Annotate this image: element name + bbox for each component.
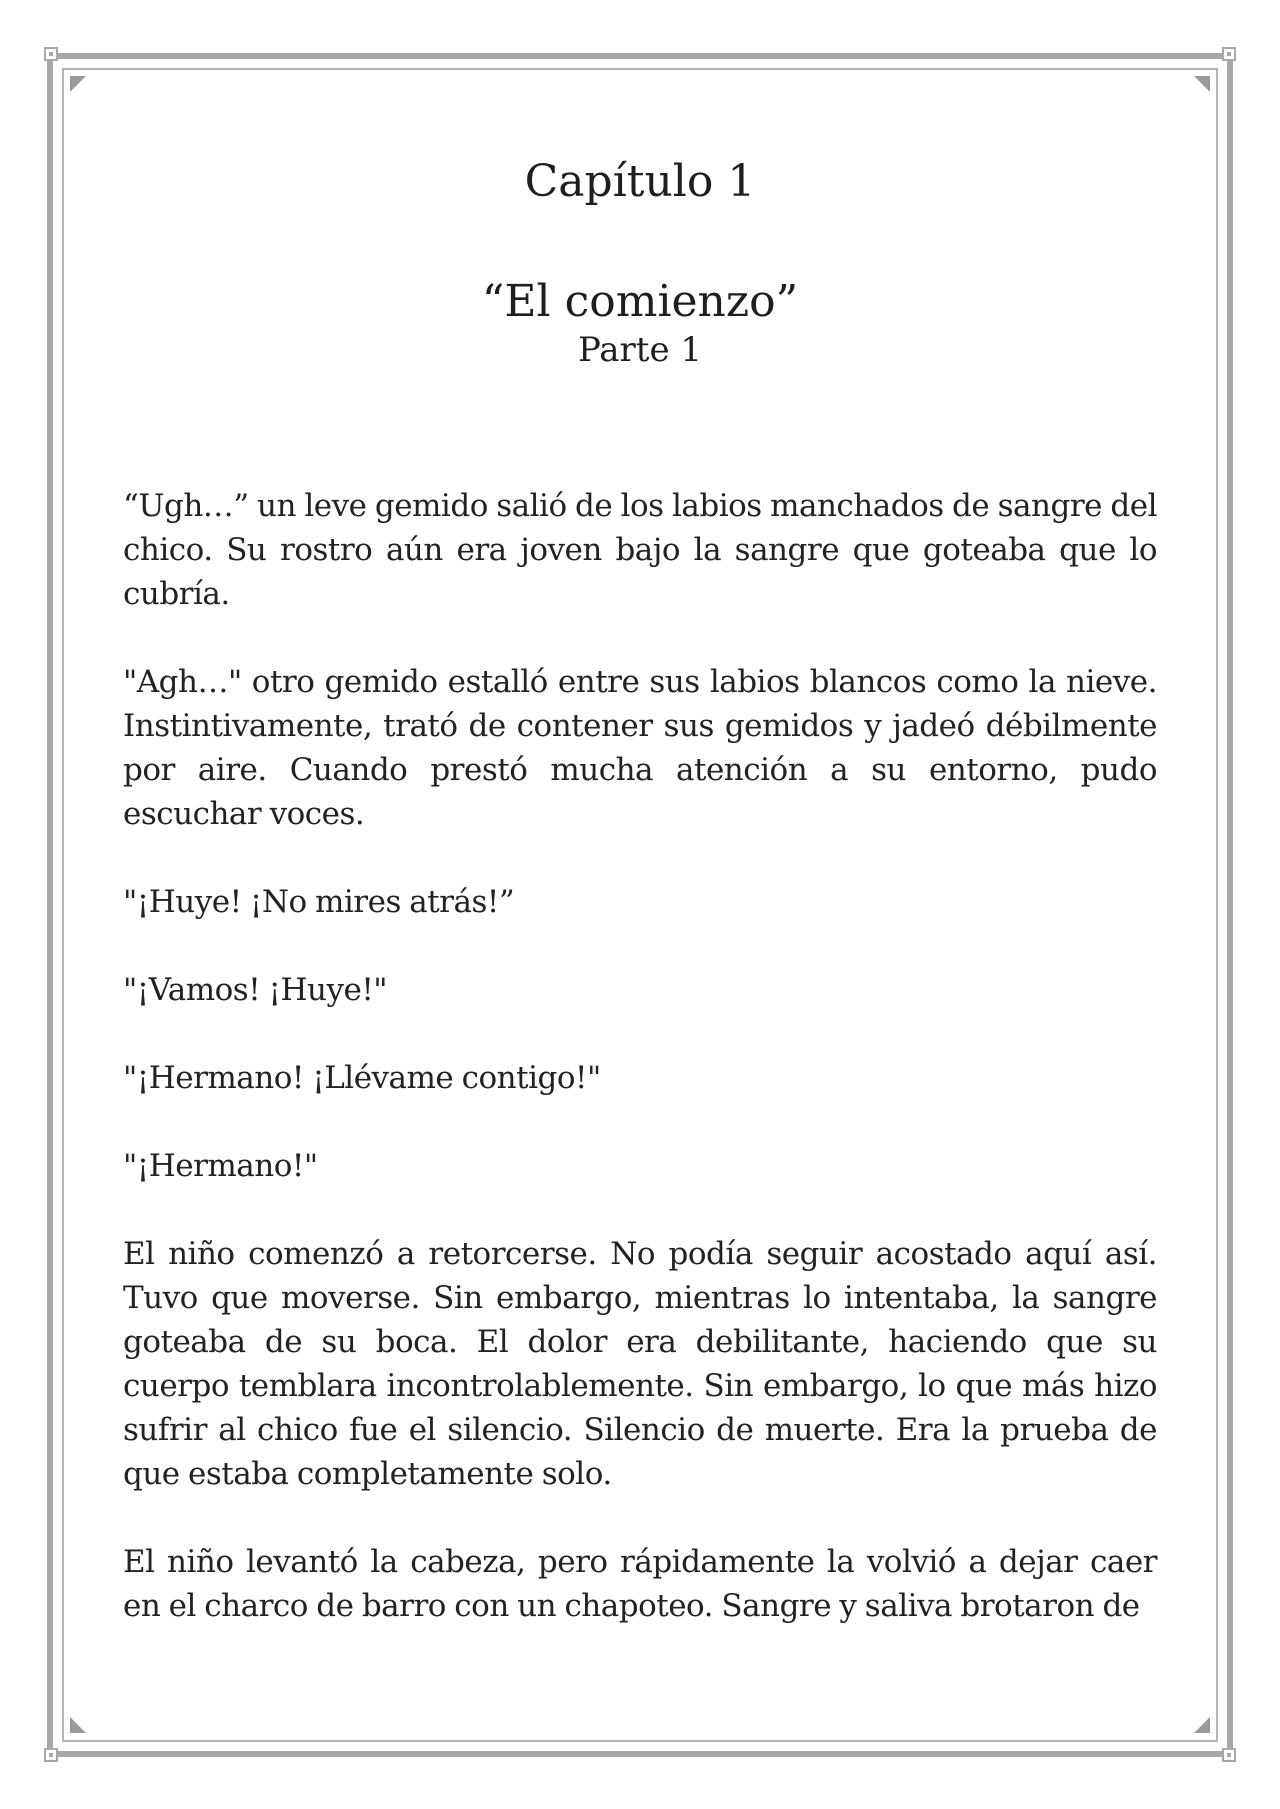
corner-ornament-top-right: [1222, 47, 1236, 61]
paragraph: "Agh…" otro gemido estalló entre sus labios blancos como la nieve. Instintivamente, trató de contener sus gemidos y jadeó débilmente por aire. Cuando prestó mucha atención a su entorno, pudo escuchar voces.: [123, 664, 1157, 832]
chapter-title: “El comienzo”: [481, 276, 799, 327]
paragraph: El niño levantó la cabeza, pero rápidamente la volvió a dejar caer en el charco de barro con un chapoteo. Sangre y saliva brotaron de: [123, 1544, 1157, 1624]
paragraph: "¡Hermano!": [123, 1148, 318, 1184]
chapter-part: Parte 1: [577, 330, 703, 370]
corner-triangle-bottom-left: [70, 1717, 86, 1733]
paragraph: “Ugh…” un leve gemido salió de los labios manchados de sangre del chico. Su rostro aún era joven bajo la sangre que goteaba que lo cubría.: [123, 488, 1157, 612]
corner-ornament-bottom-right: [1222, 1748, 1236, 1762]
paragraph: "¡Vamos! ¡Huye!": [123, 972, 388, 1008]
corner-triangle-top-left: [70, 76, 86, 92]
corner-ornament-bottom-left: [44, 1748, 58, 1762]
paragraph: El niño comenzó a retorcerse. No podía seguir acostado aquí así. Tuvo que moverse. Sin embargo, mientras lo intentaba, la sangre goteaba de su boca. El dolor era debilitante, haciendo que su cuerpo temblara incontrolablemente. Sin embargo, lo que más hizo sufrir al chico fue el silencio. Silencio de muerte. Era la prueba de que estaba completamente solo.: [123, 1236, 1157, 1492]
paragraph: "¡Hermano! ¡Llévame contigo!": [123, 1060, 601, 1096]
body-text: [123, 484, 1157, 1672]
corner-ornament-top-left: [44, 47, 58, 61]
chapter-heading: Capítulo 1: [524, 156, 756, 207]
corner-triangle-bottom-right: [1194, 1717, 1210, 1733]
paragraph: "¡Huye! ¡No mires atrás!”: [123, 884, 515, 920]
corner-triangle-top-right: [1194, 76, 1210, 92]
